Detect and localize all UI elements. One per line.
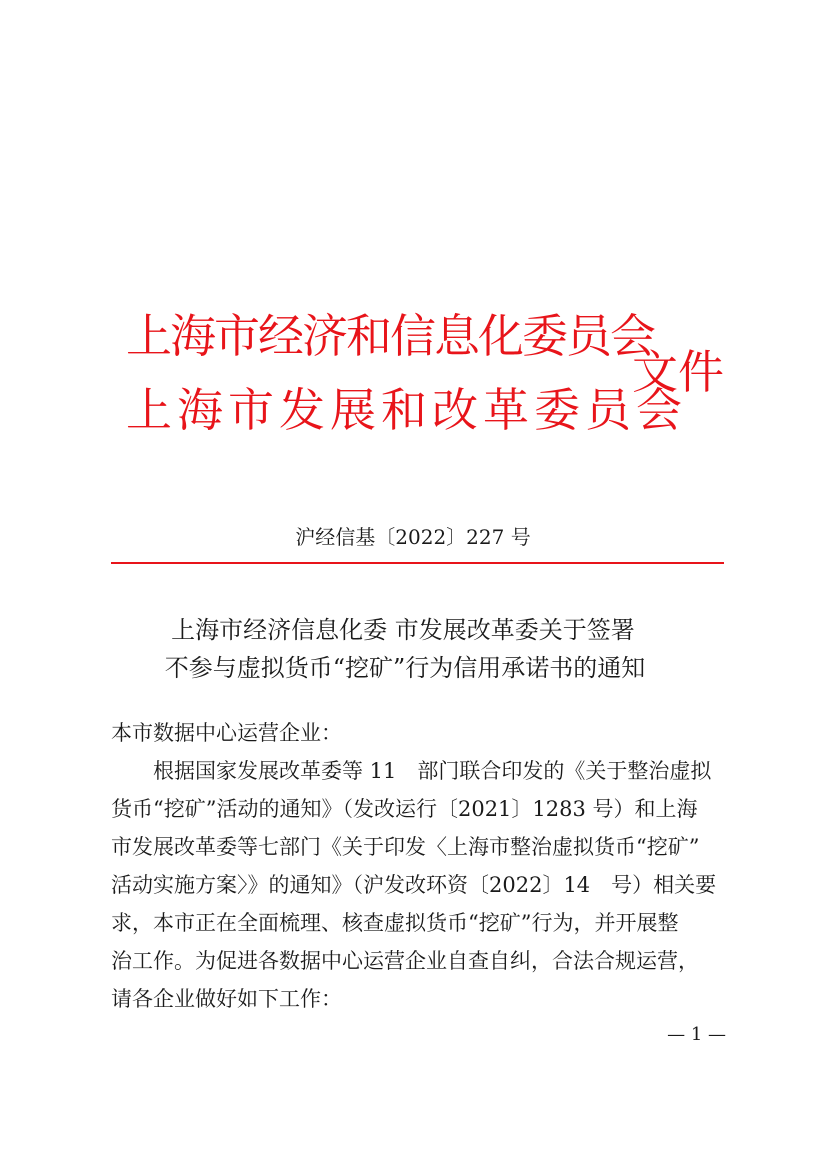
body-line: 活动实施方案〉》的通知》（沪发改环资〔2022〕14 号）相关要 <box>111 873 717 897</box>
document-type-label: 文件 <box>632 345 724 399</box>
page-number: — 1 — <box>667 1024 726 1045</box>
document-header <box>120 292 724 452</box>
issuer-line-2: 上海市发展和改革委员会 <box>126 383 687 437</box>
body-line: 治工作。为促进各数据中心运营企业自查自纠，合法合规运营， <box>111 949 699 973</box>
salutation: 本市数据中心运营企业： <box>111 721 342 745</box>
body-line: 货币“挖矿”活动的通知》（发改运行〔2021〕1283 号）和上海 <box>111 797 698 821</box>
document-title-line-1: 上海市经济信息化委 市发展改革委关于签署 <box>171 616 635 644</box>
issuer-line-1: 上海市经济和信息化委员会 <box>126 309 654 363</box>
body-line: 求，本市正在全面梳理、核查虚拟货币“挖矿”行为，并开展整 <box>111 911 679 935</box>
body-line: 根据国家发展改革委等 11 部门联合印发的《关于整治虚拟 <box>111 759 712 783</box>
body-line: 请各企业做好如下工作： <box>111 987 342 1011</box>
body-line: 市发展改革委等七部门《关于印发〈上海市整治虚拟货币“挖矿” <box>111 835 700 859</box>
document-number: 沪经信基〔2022〕227 号 <box>295 525 531 549</box>
red-divider-line <box>111 562 724 564</box>
document-title-line-2: 不参与虚拟货币“挖矿”行为信用承诺书的通知 <box>164 654 646 682</box>
